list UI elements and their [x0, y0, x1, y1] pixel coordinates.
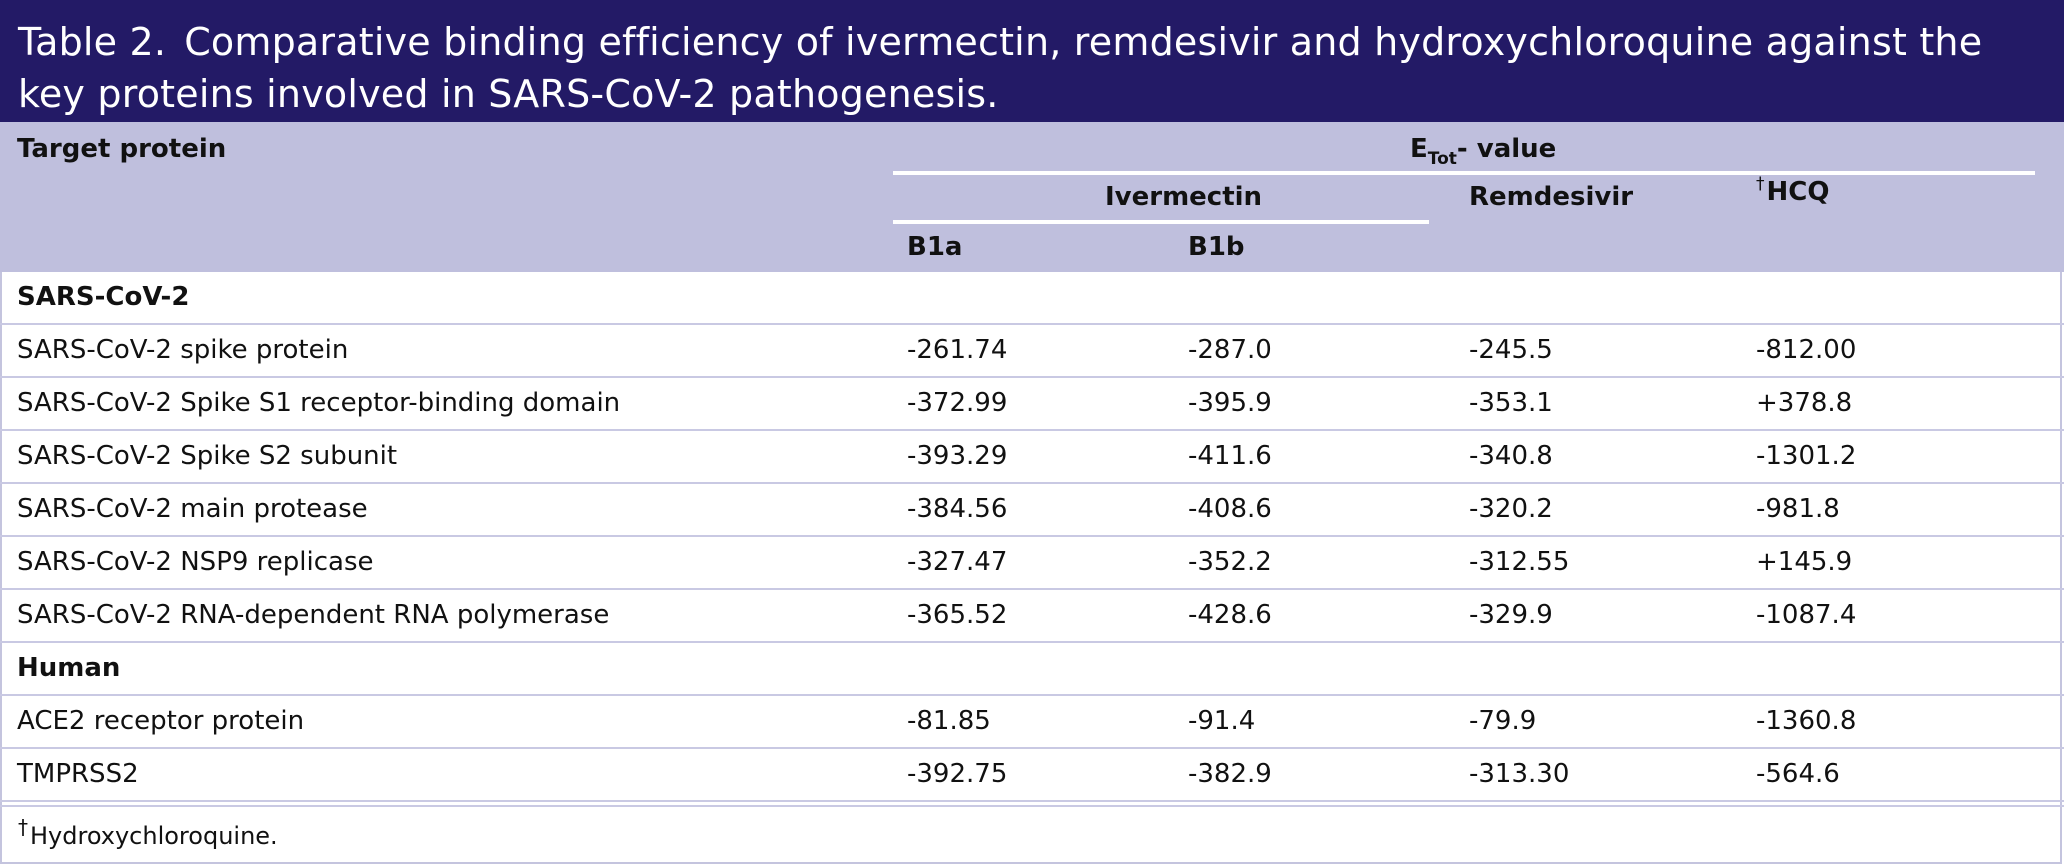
header-ivermectin: Ivermectin — [1105, 182, 1263, 212]
cell-b1b: -91.4 — [1188, 706, 1256, 736]
table-title: Comparative binding efficiency of ivermectin, remdesivir and hydroxychloroquine against the key proteins involved in SARS-CoV-2 pathogenesis. — [18, 20, 1983, 116]
etot-suffix: - value — [1456, 134, 1557, 164]
cell-hcq: +145.9 — [1756, 547, 1853, 577]
cell-target-protein: SARS-CoV-2 Spike S2 subunit — [17, 441, 398, 471]
cell-target-protein: SARS-CoV-2 NSP9 replicase — [17, 547, 374, 577]
etot-subscript: Tot — [1427, 149, 1457, 169]
table-header — [0, 122, 2064, 272]
table-row — [0, 590, 2064, 643]
table-row — [0, 537, 2064, 590]
table-row — [0, 378, 2064, 431]
header-b1b: B1b — [1188, 232, 1245, 262]
section-label: Human — [17, 653, 121, 683]
cell-target-protein: SARS-CoV-2 Spike S1 receptor-binding domain — [17, 388, 621, 418]
hcq-dagger: † — [1756, 174, 1765, 194]
cell-b1b: -287.0 — [1188, 335, 1272, 365]
footnote-text: Hydroxychloroquine. — [30, 822, 278, 850]
table-row — [0, 325, 2064, 378]
cell-target-protein: SARS-CoV-2 spike protein — [17, 335, 349, 365]
cell-b1b: -382.9 — [1188, 759, 1272, 789]
cell-hcq: -1087.4 — [1756, 600, 1857, 630]
etot-span-rule — [893, 171, 2035, 175]
cell-remdesivir: -245.5 — [1469, 335, 1553, 365]
cell-b1b: -408.6 — [1188, 494, 1272, 524]
cell-hcq: -1301.2 — [1756, 441, 1857, 471]
table-row — [0, 431, 2064, 484]
cell-b1b: -352.2 — [1188, 547, 1272, 577]
cell-b1a: -392.75 — [907, 759, 1008, 789]
cell-b1a: -365.52 — [907, 600, 1008, 630]
ivermectin-span-rule — [893, 220, 1429, 224]
cell-b1a: -261.74 — [907, 335, 1008, 365]
cell-remdesivir: -340.8 — [1469, 441, 1553, 471]
table-row — [0, 749, 2064, 802]
cell-b1a: -393.29 — [907, 441, 1008, 471]
cell-hcq: -1360.8 — [1756, 706, 1857, 736]
cell-b1a: -372.99 — [907, 388, 1008, 418]
section-row — [0, 272, 2064, 325]
footnote-dagger: † — [18, 815, 28, 839]
cell-hcq: +378.8 — [1756, 388, 1853, 418]
cell-b1a: -81.85 — [907, 706, 991, 736]
hcq-label: HCQ — [1766, 177, 1830, 207]
table-row — [0, 696, 2064, 749]
cell-remdesivir: -353.1 — [1469, 388, 1553, 418]
cell-hcq: -812.00 — [1756, 335, 1857, 365]
table-caption — [0, 0, 2064, 122]
cell-target-protein: TMPRSS2 — [17, 759, 139, 789]
table-label: Table 2. — [18, 20, 167, 64]
section-label: SARS-CoV-2 — [17, 282, 190, 312]
cell-b1b: -428.6 — [1188, 600, 1272, 630]
header-target-protein: Target protein — [17, 134, 227, 164]
cell-remdesivir: -329.9 — [1469, 600, 1553, 630]
cell-b1a: -327.47 — [907, 547, 1008, 577]
cell-hcq: -564.6 — [1756, 759, 1840, 789]
cell-target-protein: SARS-CoV-2 RNA-dependent RNA polymerase — [17, 600, 610, 630]
header-remdesivir: Remdesivir — [1469, 182, 1634, 212]
cell-target-protein: ACE2 receptor protein — [17, 706, 305, 736]
header-b1a: B1a — [907, 232, 963, 262]
header-etot-value — [1410, 134, 1557, 169]
cell-target-protein: SARS-CoV-2 main protease — [17, 494, 368, 524]
table-row — [0, 484, 2064, 537]
table-footnote — [0, 805, 2064, 862]
etot-symbol: E — [1410, 134, 1428, 164]
cell-remdesivir: -320.2 — [1469, 494, 1553, 524]
cell-hcq: -981.8 — [1756, 494, 1840, 524]
cell-remdesivir: -79.9 — [1469, 706, 1537, 736]
cell-b1a: -384.56 — [907, 494, 1008, 524]
cell-b1b: -395.9 — [1188, 388, 1272, 418]
header-hcq — [1756, 174, 1830, 207]
cell-remdesivir: -313.30 — [1469, 759, 1570, 789]
section-row — [0, 643, 2064, 696]
cell-remdesivir: -312.55 — [1469, 547, 1570, 577]
cell-b1b: -411.6 — [1188, 441, 1272, 471]
